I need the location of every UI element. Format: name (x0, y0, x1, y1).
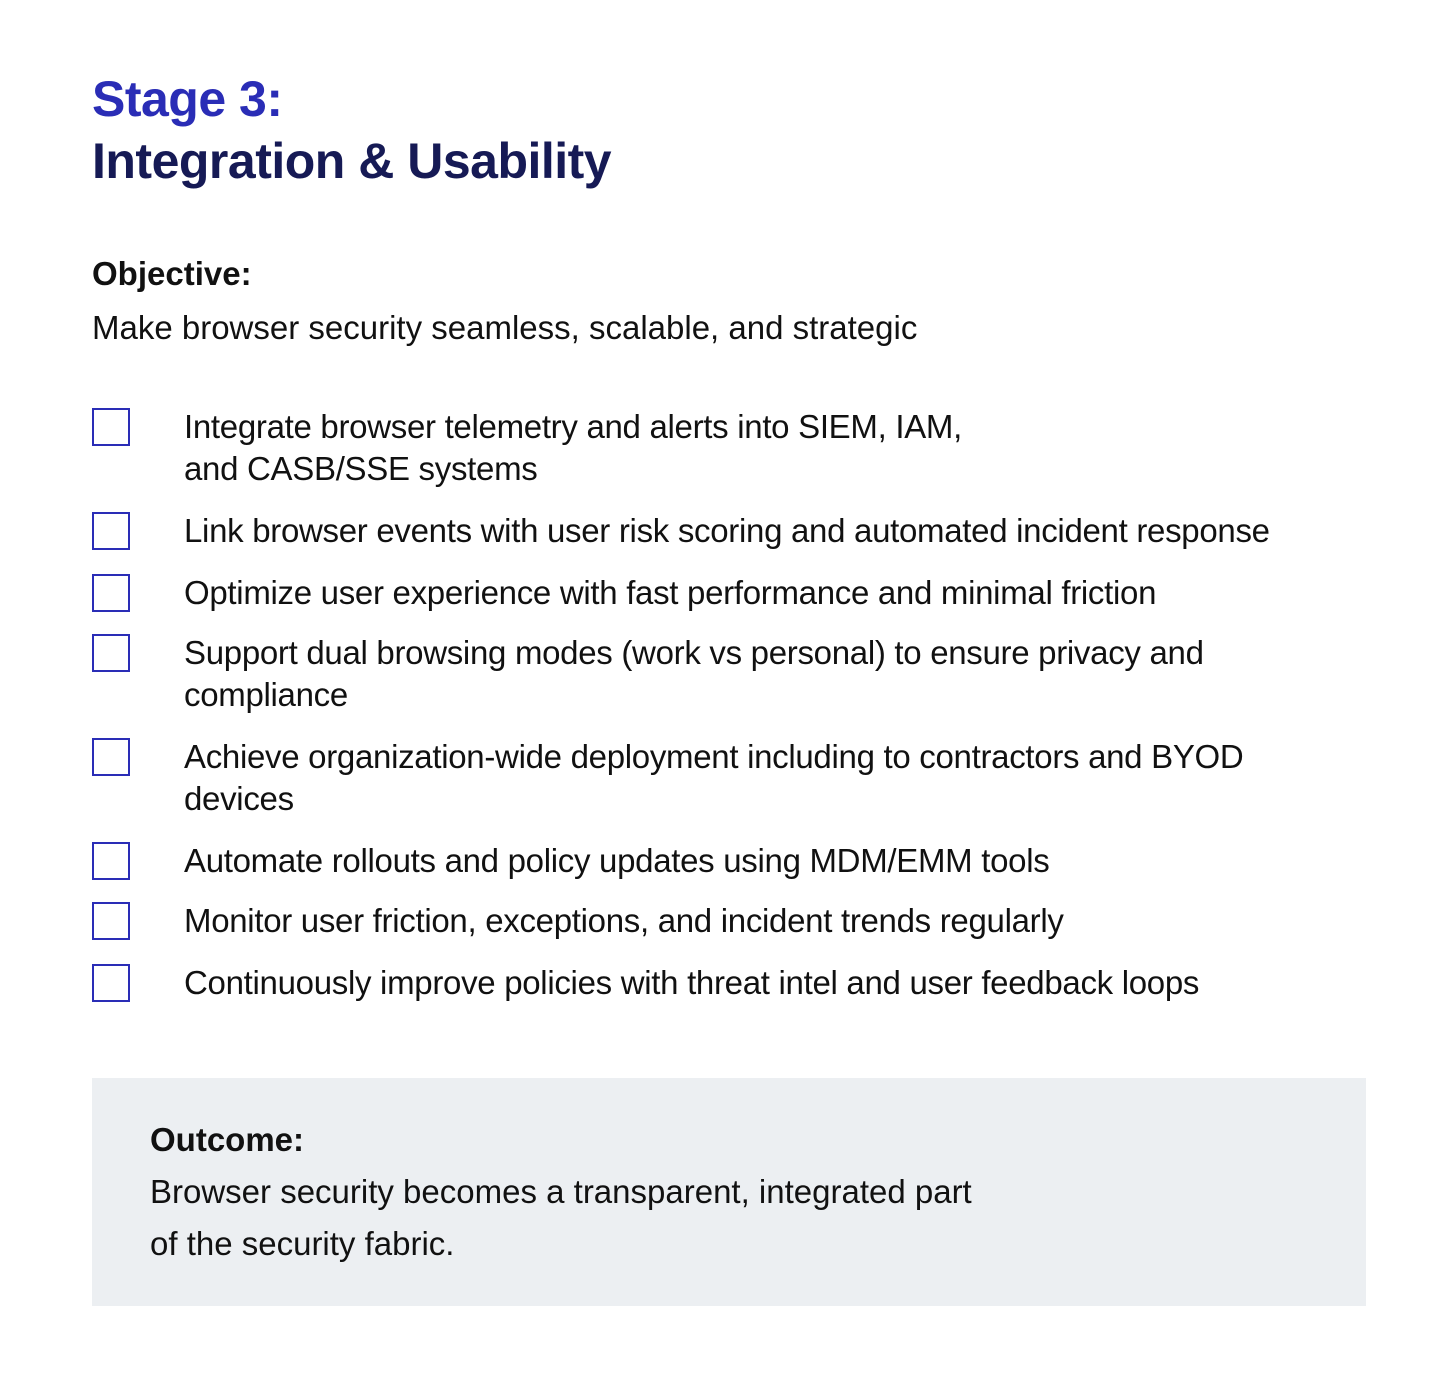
checklist-item-line: Automate rollouts and policy updates using MDM/EMM tools (184, 842, 1050, 879)
objective-heading: Objective: (92, 255, 252, 292)
page-title: Integration & Usability (92, 133, 612, 189)
checkbox[interactable] (92, 738, 130, 776)
checkbox[interactable] (92, 512, 130, 550)
checklist-item-line: Continuously improve policies with threat intel and user feedback loops (184, 964, 1200, 1001)
checklist-item-label (184, 840, 1384, 882)
outcome-heading: Outcome: (150, 1121, 305, 1158)
checkbox[interactable] (92, 842, 130, 880)
outcome-line: Browser security becomes a transparent, integrated part (150, 1173, 972, 1210)
checkbox[interactable] (92, 902, 130, 940)
checklist-item-line: Integrate browser telemetry and alerts into SIEM, IAM, (184, 408, 962, 445)
checklist-item-line: Optimize user experience with fast performance and minimal friction (184, 574, 1157, 611)
objective-section (92, 252, 1382, 354)
objective-text: Make browser security seamless, scalable, and strategic (92, 309, 918, 346)
checklist-item-label (184, 510, 1384, 552)
checkbox[interactable] (92, 574, 130, 612)
checklist-item-label (184, 900, 1384, 942)
checklist-item-label (184, 632, 1384, 716)
checkbox[interactable] (92, 964, 130, 1002)
checklist-item-label (184, 572, 1384, 614)
outcome-text (150, 1166, 1110, 1270)
checklist-item-line: compliance (184, 676, 348, 713)
stage-page (92, 68, 1382, 1001)
checklist-item-label (184, 406, 1384, 490)
checklist-item-line: Link browser events with user risk scoring and automated incident response (184, 512, 1270, 549)
checklist-item-line: Monitor user friction, exceptions, and incident trends regularly (184, 902, 1064, 939)
checklist-item-label (184, 736, 1384, 820)
checklist-item-line: devices (184, 780, 294, 817)
stage-label: Stage 3: (92, 71, 283, 127)
checklist-item-label (184, 962, 1384, 1004)
outcome-box (92, 1078, 1366, 1306)
checklist-item-line: Support dual browsing modes (work vs personal) to ensure privacy and (184, 634, 1204, 671)
checkbox[interactable] (92, 634, 130, 672)
outcome-line: of the security fabric. (150, 1225, 455, 1262)
checklist-item-line: and CASB/SSE systems (184, 450, 538, 487)
checkbox[interactable] (92, 408, 130, 446)
checklist-item-line: Achieve organization-wide deployment including to contractors and BYOD (184, 738, 1244, 775)
